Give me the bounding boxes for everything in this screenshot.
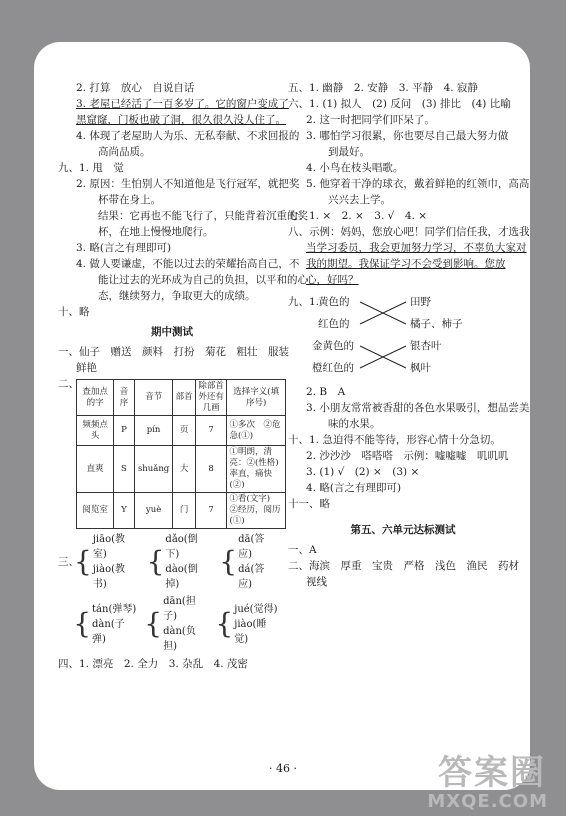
- brace-icon: {: [73, 607, 92, 640]
- table-cell: 7: [195, 416, 227, 446]
- table-cell: S: [114, 446, 134, 493]
- table-cell: ①明朗，清亮：②(性格)率直，痛快(②): [227, 446, 286, 493]
- table-header-cell: 选择字义(填序号): [227, 380, 286, 416]
- pinyin-pair: [165, 532, 211, 592]
- answer-line: 4. 体现了老屋助人为乐、无私奉献、不求回报的: [76, 130, 300, 142]
- match-left-item: 红色的: [318, 318, 350, 330]
- answer-line: 一、A: [288, 544, 317, 556]
- pinyin-item: dàn(负担): [163, 626, 196, 652]
- answer-line: 高尚品质。: [98, 146, 151, 158]
- answer-line: 味的水果。: [328, 418, 381, 430]
- answer-line: 六、1. (1) 拟人 (2) 反问 (3) 排比 (4) 比喻: [288, 98, 511, 110]
- section-title-midterm: 期中测试: [151, 326, 193, 338]
- match-right-item: 银杏叶: [410, 340, 442, 352]
- pinyin-item: dǎo(倒下): [165, 534, 198, 560]
- answer-line: 4. 做人要谦虚，不能以过去的荣耀抬高自己，不: [76, 258, 300, 270]
- table-cell: 频频点头: [77, 416, 114, 446]
- spacer: [288, 512, 518, 518]
- table-cell: ①看(文字) ②经历，阅历(①): [227, 493, 286, 529]
- section-title-unit-test: 第五、六单元达标测试: [350, 524, 456, 536]
- page-number: · 46 ·: [269, 762, 297, 775]
- pinyin-item: jué(觉得): [234, 603, 278, 615]
- answer-line: 2. 这一时把同学们吓呆了。: [306, 114, 435, 126]
- answer-line: 2. 打算 放心 自说自话: [76, 82, 195, 94]
- pinyin-pair: [92, 602, 136, 647]
- answer-line: 黑窟窿，门板也破了洞，很久很久没人住了。: [76, 114, 286, 126]
- answer-line: 兴兴去上学。: [328, 194, 391, 206]
- table-row: [77, 446, 286, 493]
- pinyin-pair: [163, 594, 207, 654]
- answer-line: 心，好吗？: [306, 274, 359, 286]
- answer-line: 2. 原因：生怕别人不知道他是飞行冠军，就把奖: [76, 178, 300, 190]
- answer-line: 杯，在地上慢慢地爬行。: [98, 226, 214, 238]
- answer-line: 四、1. 漂亮 2. 全力 3. 杂乱 4. 茂密: [58, 658, 248, 670]
- table-cell: shuǎng: [134, 446, 173, 493]
- table-header-cell: 音节: [134, 380, 173, 416]
- table-cell: yuè: [134, 493, 173, 529]
- answer-line: 九、1. 甩 觉: [58, 162, 124, 174]
- table-cell: 大: [173, 446, 195, 493]
- question-label: 九、1.: [288, 296, 320, 308]
- matching-lines: [358, 290, 408, 382]
- pinyin-item: dào(倒掉): [165, 564, 198, 590]
- answer-line: 4. 略(言之有理即可): [306, 482, 402, 494]
- answer-line: 5. 他穿着干净的球衣，戴着鲜艳的红领巾，高高: [306, 178, 530, 190]
- pinyin-group-row: [58, 594, 286, 654]
- match-left-item: 橙红色的: [312, 362, 354, 374]
- table-header-cell: 查加点的字: [77, 380, 114, 416]
- brace-icon: {: [74, 545, 92, 578]
- answer-line: 3. 小朋友常常被香甜的各色水果吸引，想品尝美: [306, 402, 530, 414]
- pinyin-item: dān(担子): [163, 596, 196, 622]
- brace-icon: {: [219, 545, 238, 578]
- answer-line: 杯带在身上。: [98, 194, 161, 206]
- answer-line: 七、1. × 2. × 3. √ 4. ×: [288, 210, 428, 222]
- table-header-cell: 音序: [114, 380, 134, 416]
- table-row: [77, 416, 286, 446]
- pinyin-item: dá(答应): [238, 564, 265, 590]
- right-column: [288, 80, 530, 590]
- answer-line: 五、1. 幽静 2. 安静 3. 平静 4. 寂静: [288, 82, 478, 94]
- pinyin-group-row: [58, 532, 286, 592]
- answer-line: 十一、略: [288, 498, 330, 510]
- table-cell: 7: [195, 493, 227, 529]
- match-right-item: 枫叶: [410, 362, 431, 374]
- brace-icon: {: [215, 607, 234, 640]
- match-left-item: 黄色的: [318, 296, 350, 308]
- dictionary-table: [76, 379, 286, 529]
- table-header-cell: 除部首外还有几画: [195, 380, 227, 416]
- table-cell: ①多次 ②危急(①): [227, 416, 286, 446]
- answer-line: 二、海滨 厚重 宝贵 严格 浅色 渔民 药材: [288, 560, 519, 572]
- table-cell: P: [114, 416, 134, 446]
- watermark-url: MXQE.COM: [427, 791, 548, 812]
- answer-line: 当学习委员，我会更加努力学习，不辜负大家对: [306, 242, 527, 254]
- answer-line: 鲜艳: [76, 362, 97, 374]
- pinyin-item: dā(答应): [238, 534, 265, 560]
- pinyin-item: jiào(教书): [92, 564, 126, 590]
- answer-line: 2. 沙沙沙 嗒嗒嗒 示例：嘘嘘嘘 叽叽叽: [306, 450, 509, 462]
- answer-line: 结果：它再也不能飞行了，只能背着沉重的奖: [98, 210, 308, 222]
- pinyin-pair: [234, 602, 278, 647]
- match-right-item: 橘子、柿子: [410, 318, 463, 330]
- pinyin-item: jiāo(教室): [92, 534, 126, 560]
- table-cell: 门: [173, 493, 195, 529]
- pinyin-item: dàn(子弹): [92, 618, 125, 645]
- table-cell: 直爽: [77, 446, 114, 493]
- pinyin-item: tán(弹琴): [92, 603, 137, 615]
- match-right-item: 田野: [410, 296, 431, 308]
- brace-icon: {: [146, 545, 165, 578]
- answer-line: 3. 略(言之有理即可): [76, 242, 172, 254]
- pinyin-pair: [238, 532, 278, 592]
- answer-line: 3. 老屋已经活了一百多岁了。它的窗户变成了: [76, 98, 289, 110]
- table-row: [77, 493, 286, 529]
- answer-line: 4. 小鸟在枝头唱歌。: [306, 162, 404, 174]
- watermark-logo: 答案圈: [438, 753, 546, 793]
- answer-line: 到最好。: [328, 146, 370, 158]
- pinyin-pair: [93, 532, 139, 592]
- table-header-cell: 部首: [173, 380, 195, 416]
- answer-line: 3. (1) √ (2) × (3) ×: [306, 466, 420, 478]
- table-cell: 页: [173, 416, 195, 446]
- table-cell: 阅览室: [77, 493, 114, 529]
- answer-line: 能让过去的光环成为自己的负担，以平和的心: [98, 274, 308, 286]
- pinyin-item: jiào(睡觉): [234, 618, 267, 645]
- matching-exercise: [288, 290, 518, 382]
- answer-line: 八、示例：妈妈，您放心吧！同学们信任我，才选我: [288, 226, 530, 238]
- answer-line: 我的期望。我保证学习不会受到影响。您放: [306, 258, 506, 270]
- question-label: 三、: [58, 556, 79, 568]
- answer-line: 一、仙子 赠送 颜料 打扮 菊花 粗壮 服装: [58, 346, 289, 358]
- table-cell: pín: [134, 416, 173, 446]
- left-column: 2. 打算 放心 自说自话 3. 老屋已经活了一百多岁了。它的窗户变成了 黑窟窿，门板也破了洞，很久很久没人住了。 4. 体现了老屋助人为乐、无私奉献、不求回报的 高尚品质。 九、1. 甩 觉 2. 原因：生怕别人不知道他是飞行冠军，就把奖 杯带在身上。 结果：它再也不能飞行了，只能背着沉重的奖 杯，在地上慢慢地爬行。 3. 略(言之有理即可) 4. 做人要谦虚，不能以过去的荣耀抬高自己，不 能让过去的光环成为自己的负担，以平和的心 态，继续努力，争取更大的成绩。 十、略 期中测试 一、仙子 赠送 颜料 打扮 菊花 粗壮 服装 鲜艳 二、 查加点的字 音序 音节 部首 除部首外还有几画 选择字义(填序号) 频频点头 P pín 页 7 ①多次 ②危急(①) 直爽 S shuǎng 大 8 ①明朗，清亮：②(性格)率直，痛快(②) 阅览室 Y yuè 门 7 ①看(文字) ②经历，阅历(①) 三、 { jiāo(教室) jiào(教书) { dǎo(倒下) dào(倒掉) { dā(答应) dá(答应) { tán(弹琴) dàn(子弹) { dān(担子) dàn(负担) { jué(觉得) jiào(睡觉) 四、1. 漂亮 2. 全力 3. 杂乱 4. 茂密: [58, 82, 308, 670]
- answer-line: 2. B A: [306, 386, 346, 398]
- brace-icon: {: [144, 607, 163, 640]
- answer-line: 视线: [306, 576, 327, 588]
- table-header-row: [77, 380, 286, 416]
- table-cell: Y: [114, 493, 134, 529]
- table-cell: 8: [195, 446, 227, 493]
- answer-line: 十、略: [58, 306, 90, 318]
- answer-line: 十、1. 急迫得不能等待，形容心情十分急切。: [288, 434, 501, 446]
- match-left-item: 金黄色的: [312, 340, 354, 352]
- answer-line: 态，继续努力，争取更大的成绩。: [98, 290, 256, 302]
- answer-line: 3. 哪怕学习很累，你也要尽自己最大努力做: [306, 130, 509, 142]
